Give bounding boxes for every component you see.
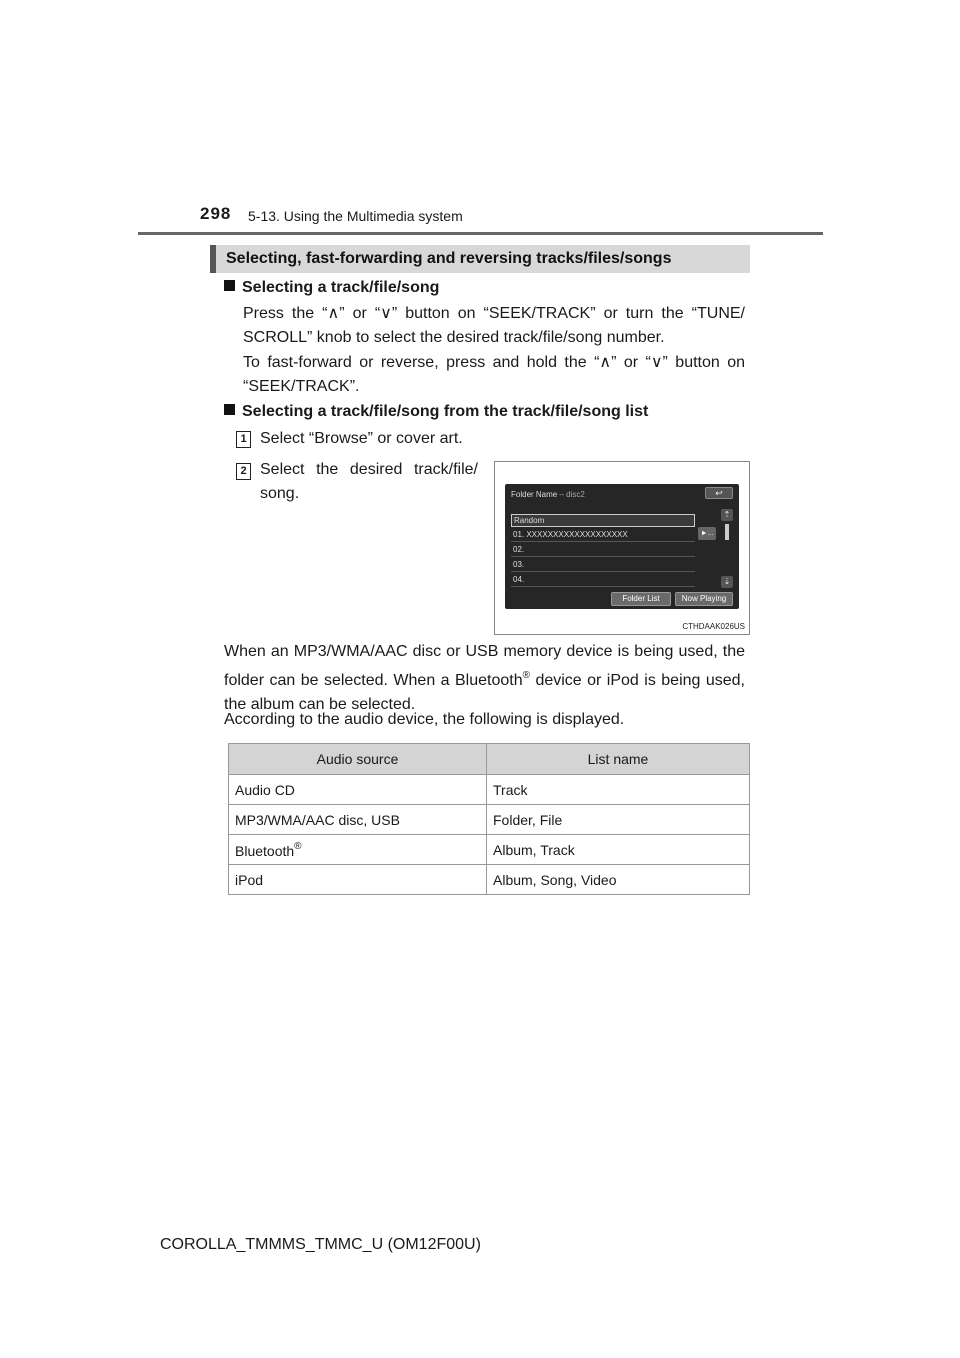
scroll-up-button[interactable] [721, 509, 733, 521]
page-number: 298 [200, 204, 232, 223]
paragraph-select-track: Press the “∧” or “∨” button on “SEEK/TRACK” or turn the “TUNE/ SCROLL” knob to select the desired track/file/song number. [243, 305, 745, 346]
back-arrow-icon: ↩ [715, 488, 723, 498]
paragraph-folder-note: When an MP3/WMA/AAC disc or USB memory device is being used, the folder can be selected. When a Bluetooth® device or iPod is being used, the album can be selected. [224, 643, 746, 713]
step-number-2: 2 [236, 463, 251, 480]
table-row [229, 865, 750, 895]
back-button[interactable] [705, 487, 733, 499]
header-rule [138, 232, 823, 235]
step-2-text: Select the desired track/file/ song. [260, 461, 478, 502]
list-item-track-04[interactable]: 04. [511, 574, 695, 587]
table-row [229, 805, 750, 835]
multimedia-screen [505, 484, 739, 609]
list-item-track-02[interactable]: 02. [511, 544, 695, 557]
figure-code: CTHDAAK026US [682, 622, 745, 631]
step-number-1: 1 [236, 431, 251, 448]
section-heading-text: Selecting, fast-forwarding and reversing tracks/files/songs [226, 250, 672, 267]
scrollbar-thumb[interactable] [725, 524, 729, 540]
section-reference: 5-13. Using the Multimedia system [248, 208, 463, 224]
table-cell: Bluetooth® [229, 835, 487, 865]
folder-list-button[interactable]: Folder List [611, 592, 671, 606]
paragraph-fast-forward: To fast-forward or reverse, press and hold the “∧” or “∨” button on “SEEK/TRACK”. [243, 354, 745, 395]
table-cell: iPod [229, 865, 487, 895]
list-name-table [228, 743, 750, 895]
step-1-text: Select “Browse” or cover art. [260, 430, 463, 447]
scroll-down-button[interactable] [721, 576, 733, 588]
list-item-track-03[interactable]: 03. [511, 559, 695, 572]
square-bullet-icon [224, 404, 235, 415]
table-header-row [229, 744, 750, 775]
column-header-audio-source: Audio source [229, 744, 487, 775]
table-cell: MP3/WMA/AAC disc, USB [229, 805, 487, 835]
list-item-random[interactable]: Random [511, 514, 695, 527]
square-bullet-icon [224, 280, 235, 291]
paragraph-displayed-note: According to the audio device, the following is displayed. [224, 711, 625, 728]
table-cell: Audio CD [229, 775, 487, 805]
table-row [229, 775, 750, 805]
play-options-button[interactable]: ►... [698, 527, 716, 540]
arrow-down-icon: ⇣ [723, 577, 731, 586]
column-header-list-name: List name [487, 744, 750, 775]
table-cell: Album, Song, Video [487, 865, 750, 895]
subheading-selecting-track: Selecting a track/file/song [224, 279, 439, 297]
subheading-from-list: Selecting a track/file/song from the track/file/song list [224, 403, 648, 421]
now-playing-button[interactable]: Now Playing [675, 592, 733, 606]
table-row [229, 835, 750, 865]
arrow-up-icon: ⇡ [723, 510, 731, 519]
table-cell: Album, Track [487, 835, 750, 865]
table-cell: Folder, File [487, 805, 750, 835]
page-footer: COROLLA_TMMMS_TMMC_U (OM12F00U) [160, 1236, 481, 1253]
screen-figure [494, 461, 750, 635]
table-cell: Track [487, 775, 750, 805]
screen-title: Folder Name – disc2 [511, 490, 585, 499]
section-heading [210, 245, 750, 273]
list-item-track-01[interactable]: 01. XXXXXXXXXXXXXXXXXXX [511, 529, 695, 542]
